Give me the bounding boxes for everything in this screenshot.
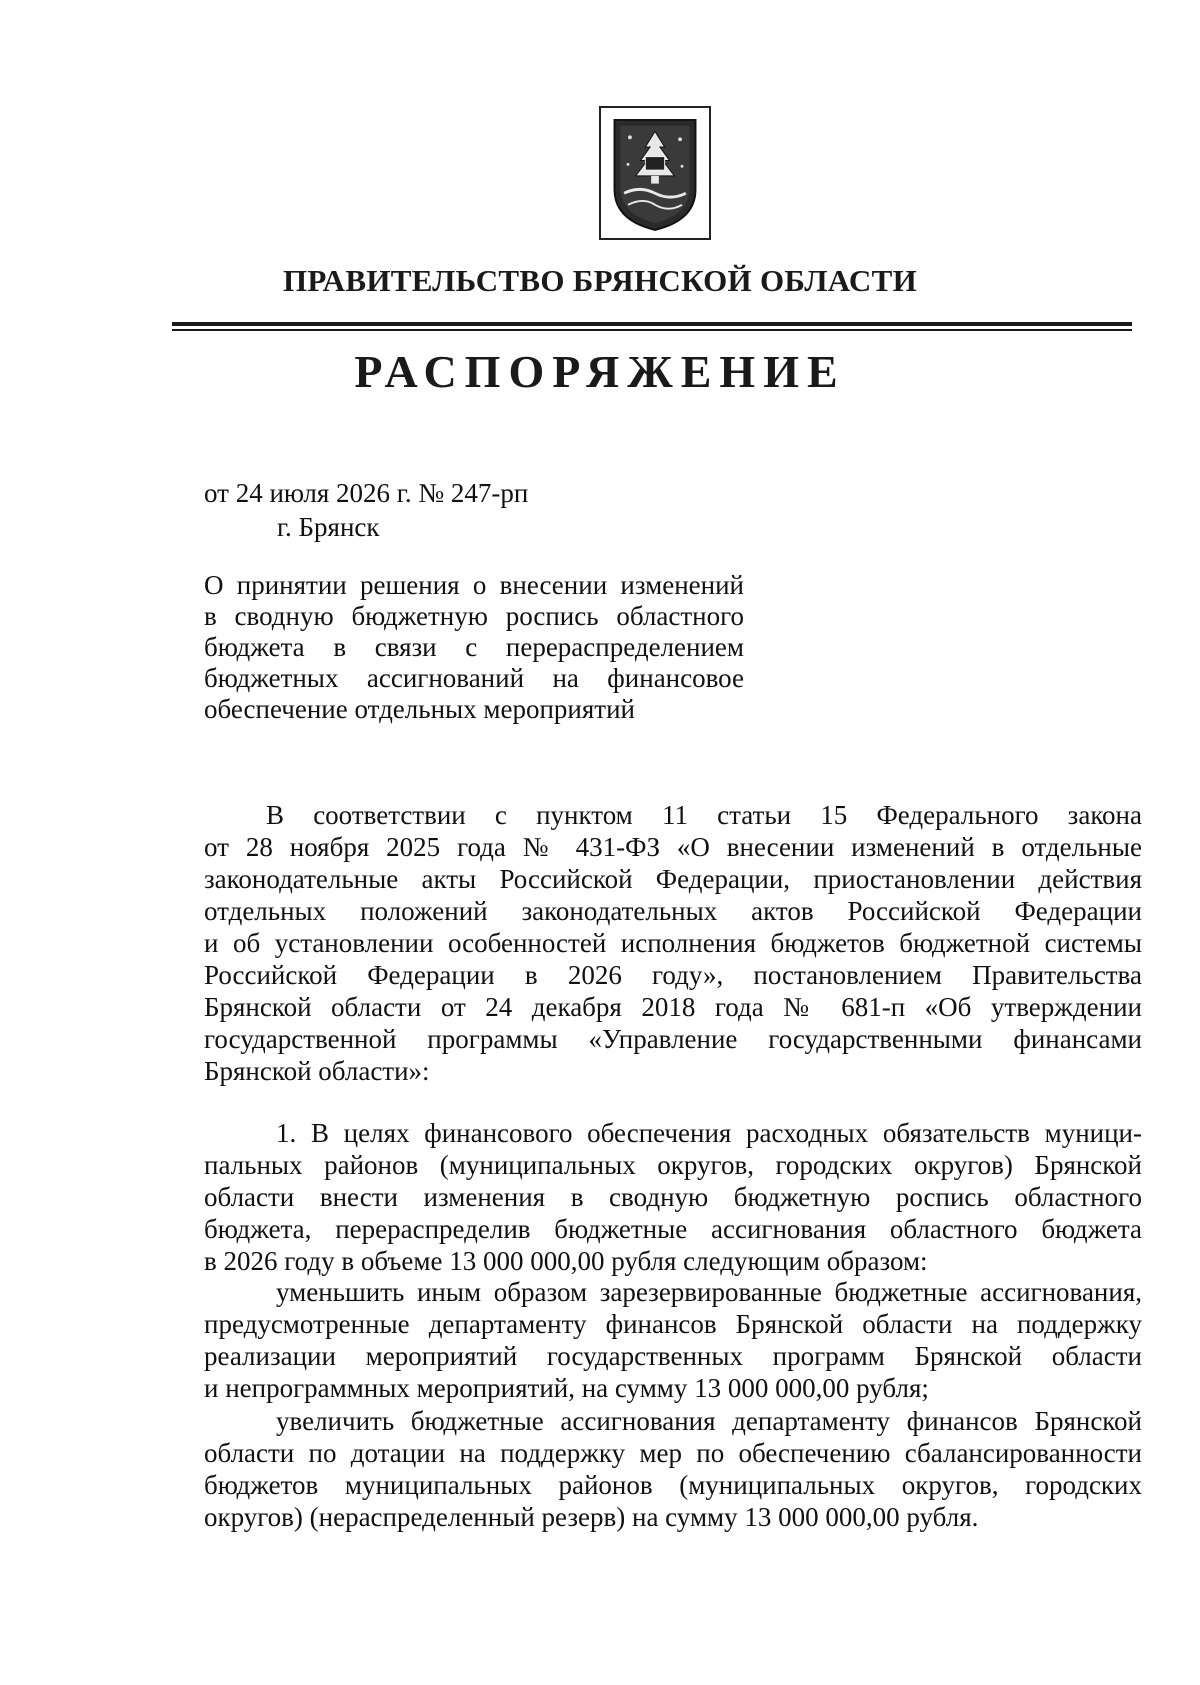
preamble-line: от 28 ноября 2025 года № 431-ФЗ «О внесении изменений в отдельные bbox=[204, 832, 1142, 862]
preamble-line: Брянской области от 24 декабря 2018 года № 681-п «Об утверждении bbox=[204, 992, 1142, 1022]
paragraph-line: 1. В целях финансового обеспечения расходных обязательств муници- bbox=[276, 1118, 1142, 1148]
paragraph-line: бюджетов муниципальных районов (муниципальных округов, городских bbox=[204, 1470, 1142, 1500]
header-rule-thin bbox=[172, 329, 1132, 331]
paragraph-line: в 2026 году в объеме 13 000 000,00 рубля следующим образом: bbox=[204, 1246, 928, 1276]
paragraph-line: округов) (нераспределенный резерв) на сумму 13 000 000,00 рубля. bbox=[204, 1502, 979, 1532]
preamble-paragraph bbox=[204, 799, 1142, 1087]
subject-line: бюджетных ассигнований на финансовое bbox=[204, 663, 744, 693]
government-name: ПРАВИТЕЛЬСТВО БРЯНСКОЙ ОБЛАСТИ bbox=[282, 263, 918, 298]
paragraph-line: увеличить бюджетные ассигнования департаменту финансов Брянской bbox=[276, 1406, 1142, 1436]
paragraph-decrease bbox=[204, 1276, 1142, 1404]
preamble-line: законодательные акты Российской Федерации, приостановлении действия bbox=[204, 864, 1142, 894]
paragraph-line: уменьшить иным образом зарезервированные бюджетные ассигнования, bbox=[276, 1277, 1142, 1307]
document-subject bbox=[204, 570, 744, 725]
subject-line: О принятии решения о внесении изменений bbox=[204, 570, 744, 600]
paragraph-line: и непрограммных мероприятий, на сумму 13 000 000,00 рубля; bbox=[204, 1373, 929, 1403]
paragraph-line: области внести изменения в сводную бюджетную роспись областного bbox=[204, 1182, 1142, 1212]
paragraph-line: пальных районов (муниципальных округов, городских округов) Брянской bbox=[204, 1150, 1142, 1180]
paragraph-line: реализации мероприятий государственных программ Брянской области bbox=[204, 1341, 1142, 1371]
preamble-line: отдельных положений законодательных актов Российской Федерации bbox=[204, 896, 1142, 926]
paragraph-line: предусмотренные департаменту финансов Брянской области на поддержку bbox=[204, 1309, 1142, 1339]
document-date-number: от 24 июля 2026 г. № 247-рп bbox=[204, 478, 529, 508]
subject-line: бюджета в связи с перераспределением bbox=[204, 632, 744, 662]
subject-line: в сводную бюджетную роспись областного bbox=[204, 601, 744, 631]
preamble-line: Брянской области»: bbox=[204, 1056, 430, 1086]
coat-of-arms-emblem bbox=[599, 106, 711, 240]
preamble-line: Российской Федерации в 2026 году», постановлением Правительства bbox=[204, 960, 1142, 990]
preamble-line: и об установлении особенностей исполнения бюджетов бюджетной системы bbox=[204, 928, 1142, 958]
document-city: г. Брянск bbox=[277, 512, 380, 542]
paragraph-increase bbox=[204, 1405, 1142, 1533]
paragraph-1 bbox=[204, 1117, 1142, 1277]
bryansk-coat-of-arms-icon bbox=[601, 108, 709, 238]
document-type-title: РАСПОРЯЖЕНИЕ bbox=[354, 346, 846, 397]
paragraph-line: области по дотации на поддержку мер по обеспечению сбалансированности bbox=[204, 1438, 1142, 1468]
paragraph-line: бюджета, перераспределив бюджетные ассигнования областного бюджета bbox=[204, 1214, 1142, 1244]
preamble-line: государственной программы «Управление государственными финансами bbox=[204, 1024, 1142, 1054]
header-rule-thick bbox=[172, 322, 1132, 326]
subject-line: обеспечение отдельных мероприятий bbox=[204, 694, 635, 724]
preamble-line: В соответствии с пунктом 11 статьи 15 Федерального закона bbox=[266, 800, 1142, 830]
